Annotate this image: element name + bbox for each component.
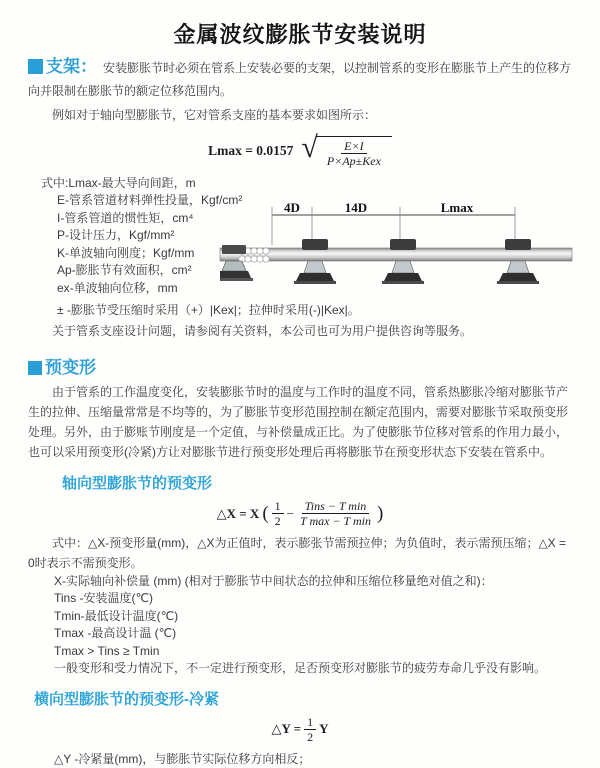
- definition-item: X-实际轴向补偿量 (mm) (相对于膨胀节中间状态的拉伸和压缩位移量绝对值之和)：: [54, 573, 493, 588]
- predeform-body-text: 由于管系的工作温度变化，安装膨胀节时的温度与工作时的温度不同，管系热膨胀冷缩对膨胀节产生的拉伸、压缩量常常是不均等的，为了膨胀节变形范围控制在额定范围内，需要对膨胀节采取预变形处理。另外，由于膨账节刚度是一个定值，与补偿量成正比。为了使膨胀节位移对管系的作用力最小，也可以采用预变形(冷紧)方让对膨胀节进行预变形处理后再将膨胀节在预变形状态下安装在管系中。: [28, 384, 569, 459]
- fraction-numerator: E×I: [341, 139, 366, 154]
- fraction-denominator: P×Ap±Kex: [326, 154, 381, 169]
- radical-sign-icon: √: [301, 131, 318, 164]
- temperature-fraction: [297, 499, 374, 529]
- definition-item: Tmax > Tins ≥ Tmin: [54, 643, 160, 658]
- definition-item: E-管系管道材料弹性投量，Kgf/cm²: [57, 193, 243, 208]
- support-intro-text: 安装膨胀节时必须在管系上安装必要的支架，以控制管系的变形在膨胀节上产生的位移方向并限制在膨胀节的额定位移范围内。: [28, 61, 572, 98]
- fraction-denominator: T max − T min: [300, 514, 372, 529]
- formula-lhs: Lmax = 0.0157: [208, 142, 294, 158]
- fraction-numerator: 1: [272, 499, 284, 514]
- definition-item: Ap-膨胀节有效面积，cm²: [57, 263, 192, 278]
- formula-fraction: [324, 139, 384, 169]
- definition-item: I-管系管道的惯性矩，cm⁴: [57, 210, 194, 225]
- definition-item: Tins -安装温度(℃): [54, 591, 154, 606]
- definition-item: 一般变形和受力情况下，不一定进行预变形，足否预变形对膨胀节的疲劳寿命几乎没有影响。: [54, 661, 547, 676]
- fraction-denominator: 2: [307, 729, 314, 744]
- section-marker-square: [28, 59, 43, 74]
- radical-body: [316, 136, 392, 169]
- fraction-numerator: 1: [304, 715, 316, 730]
- axial-definitions-list: [54, 573, 572, 678]
- dimension-label-4d: 4D: [284, 199, 300, 215]
- support-intro-paragraph: [28, 55, 572, 103]
- subheading-axial: 轴向型膨胀节的预变形: [62, 474, 213, 492]
- fraction-numerator: Tins − T min: [302, 499, 370, 514]
- pipe-support-diagram: [220, 201, 572, 296]
- definitions-and-diagram: [28, 175, 572, 301]
- lateral-formula: [28, 715, 572, 745]
- guide-support-icon: [497, 239, 539, 284]
- minus-operator: −: [286, 505, 294, 521]
- close-paren: ): [377, 503, 384, 525]
- radical-expression: [301, 133, 391, 169]
- section-label-support: 支架：: [46, 57, 97, 76]
- half-fraction: [304, 715, 316, 745]
- axial-formula: [28, 499, 572, 529]
- support-example-text: 例如对于轴向型膨胀节，它对管系支座的基本要求如图所示：: [52, 108, 377, 122]
- lateral-note: △Y -冷紧量(mm)，与膨胀节实际位移方向相反；: [54, 752, 311, 767]
- definition-item: 式中:Lmax-最大导向间距，m: [41, 175, 196, 190]
- guide-support-icon: [294, 239, 336, 284]
- section-marker-square: [28, 361, 42, 375]
- section-label-predeform: 预变形: [45, 357, 96, 377]
- section-heading-predeform: [28, 353, 572, 378]
- consult-note: 关于管系支座设计问题，请参阅有关资料，本公司也可为用户提供咨询等服务。: [52, 323, 473, 338]
- open-paren: (: [262, 503, 269, 525]
- guide-support-icon: [382, 239, 424, 284]
- fraction-denominator: 2: [274, 514, 281, 529]
- dimension-label-lmax: Lmax: [440, 199, 474, 215]
- definition-item: K-单波轴向刚度；Kgf/mm: [57, 245, 195, 260]
- lmax-formula: [28, 133, 572, 169]
- plus-minus-note: ± -膨胀节受压缩时采用（+）|Kex|；拉伸时采用(-)|Kex|。: [57, 302, 360, 317]
- formula-rhs: Y: [319, 721, 329, 737]
- subheading-lateral: 横向型膨胀节的预变形-冷紧: [34, 690, 219, 708]
- definition-item: Tmax -最高设计温 (℃): [54, 626, 177, 641]
- dimension-label-14d: 14D: [344, 199, 368, 215]
- formula-lhs: △X = X: [216, 505, 260, 521]
- definition-item: ex-单波轴向位移，mm: [57, 280, 178, 295]
- definition-item: Tmin-最低设计温度(℃): [54, 608, 179, 623]
- formula-lhs: △Y =: [271, 721, 302, 737]
- half-fraction: [272, 499, 284, 529]
- definition-item: P-设计压力，Kgf/mm²: [57, 228, 175, 243]
- axial-explain-text: 式中：△X-预变形量(mm)，△X为正值时，表示膨张节需预拉伸；为负值时，表示需预压缩；△X = 0时表示不需预变形。: [28, 535, 567, 570]
- page-title: 金属波纹膨胀节安装说明: [173, 22, 427, 47]
